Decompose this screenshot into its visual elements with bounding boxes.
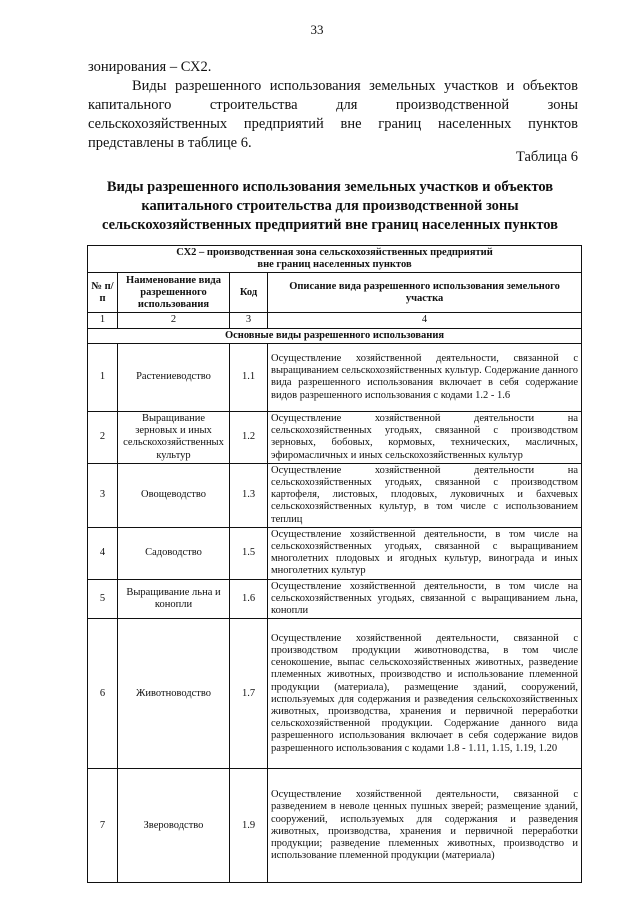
row-num: 4 — [88, 527, 118, 579]
row-name: Выращивание льна и конопли — [118, 579, 230, 619]
row-name: Садоводство — [118, 527, 230, 579]
zone-header-row — [88, 246, 582, 273]
intro-text — [88, 58, 578, 153]
table-row — [88, 527, 582, 579]
land-use-table — [87, 245, 582, 883]
row-description: Осуществление хозяйственной деятельности, в том числе на сельскохозяйственных угодьях, связанной с выращиванием льна, конопли — [268, 579, 582, 619]
row-code: 1.1 — [230, 343, 268, 411]
row-num: 3 — [88, 463, 118, 527]
intro-paragraph: Виды разрешенного использования земельных участков и объектов капитального строительства для производственной зоны сельскохозяйственных предприятий вне границ населенных пунктов представлены в таблице 6. — [88, 78, 578, 151]
column-number: 4 — [268, 313, 582, 328]
column-header-row — [88, 273, 582, 313]
section-row — [88, 328, 582, 343]
row-code: 1.7 — [230, 619, 268, 769]
row-code: 1.3 — [230, 463, 268, 527]
header-code: Код — [230, 273, 268, 313]
table-row — [88, 579, 582, 619]
row-name: Растениеводство — [118, 343, 230, 411]
row-name: Животноводство — [118, 619, 230, 769]
row-description: Осуществление хозяйственной деятельности на сельскохозяйственных угодьях, связанной с производством картофеля, листовых, плодовых, луковичных и бахчевых сельскохозяйственных культур, в том числе с использованием теплиц — [268, 463, 582, 527]
zone-header — [88, 246, 582, 273]
row-description: Осуществление хозяйственной деятельности, связанной с разведением в неволе ценных пушных зверей; размещение зданий, сооружений, используемых для содержания и разведения животных, производства, хранения и первичной переработки продукции; разведение племенных животных, производство и использование племенной продукции (материала) — [268, 769, 582, 883]
column-number-row — [88, 313, 582, 328]
row-code: 1.9 — [230, 769, 268, 883]
table-row — [88, 411, 582, 463]
row-description: Осуществление хозяйственной деятельности, связанной с выращиванием сельскохозяйственных культур. Содержание данного вида разрешенного использования включает в себя содержание видов разрешенного использования с кодами 1.2 - 1.6 — [268, 343, 582, 411]
section-title: Основные виды разрешенного использования — [88, 328, 582, 343]
page-number: 33 — [310, 22, 324, 37]
table-row — [88, 463, 582, 527]
table-title — [70, 178, 590, 235]
column-number: 2 — [118, 313, 230, 328]
table-row — [88, 769, 582, 883]
row-name: Звероводство — [118, 769, 230, 883]
intro-line: зонирования – СХ2. — [88, 59, 212, 75]
row-name: Овощеводство — [118, 463, 230, 527]
row-num: 1 — [88, 343, 118, 411]
row-description: Осуществление хозяйственной деятельности на сельскохозяйственных угодьях, связанной с производством зерновых, бобовых, кормовых, технических, масличных, эфиромасличных и иных сельскохозяйственных культур — [268, 411, 582, 463]
row-num: 6 — [88, 619, 118, 769]
table-title-line: сельскохозяйственных предприятий вне границ населенных пунктов — [101, 217, 559, 233]
row-num: 2 — [88, 411, 118, 463]
zone-header-line: вне границ населенных пунктов — [257, 259, 412, 271]
column-number: 3 — [230, 313, 268, 328]
table-title-line: капитального строительства для производственной зоны — [141, 198, 519, 214]
table-label: Таблица 6 — [515, 149, 578, 165]
header-num: № п/п — [88, 273, 118, 313]
row-code: 1.5 — [230, 527, 268, 579]
header-description: Описание вида разрешенного использования земельного участка — [268, 273, 582, 313]
row-name: Выращивание зерновых и иных сельскохозяйственных культур — [118, 411, 230, 463]
row-num: 7 — [88, 769, 118, 883]
row-description: Осуществление хозяйственной деятельности, в том числе на сельскохозяйственных угодьях, связанной с выращиванием многолетних плодовых и ягодных культур, винограда и иных многолетних культур — [268, 527, 582, 579]
table-row — [88, 343, 582, 411]
row-description: Осуществление хозяйственной деятельности, связанной с производством продукции животноводства, в том числе сенокошение, выпас сельскохозяйственных животных, разведение племенных животных, производство и использование племенной продукции (материала), размещение зданий, сооружений, используемых для содержания и разведения сельскохозяйственных животных, производства, хранения и первичной переработки сельскохозяйственной продукции. Содержание данного вида разрешенного использования включает в себя содержание видов разрешенного использования с кодами 1.8 - 1.11, 1.15, 1.19, 1.20 — [268, 619, 582, 769]
row-num: 5 — [88, 579, 118, 619]
row-code: 1.6 — [230, 579, 268, 619]
row-code: 1.2 — [230, 411, 268, 463]
header-name: Наименование вида разрешенного использования — [118, 273, 230, 313]
column-number: 1 — [88, 313, 118, 328]
table-row — [88, 619, 582, 769]
table-title-line: Виды разрешенного использования земельных участков и объектов — [106, 179, 554, 195]
zone-header-line: СХ2 – производственная зона сельскохозяйственных предприятий — [176, 247, 493, 258]
